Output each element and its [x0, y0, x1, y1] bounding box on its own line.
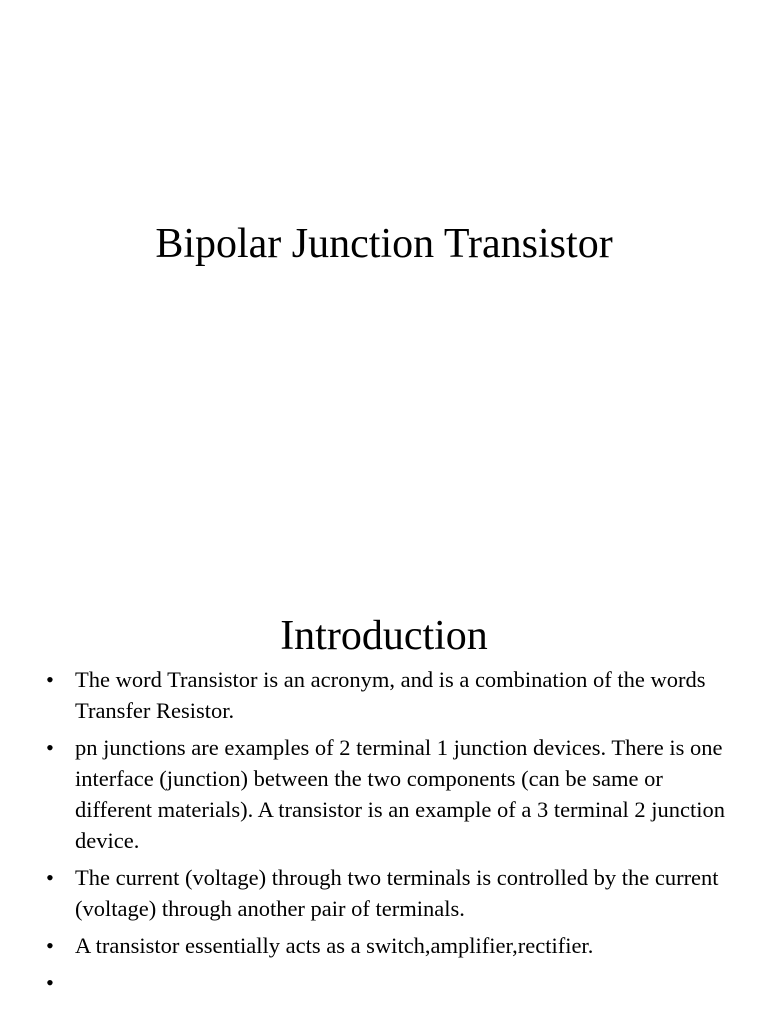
slide-title-heading: Bipolar Junction Transistor [155, 221, 613, 267]
bullet-list [44, 664, 734, 995]
slide-introduction [0, 576, 768, 1024]
bullet-text: pn junctions are examples of 2 terminal 1 junction devices. There is one interface (junction) between the two components (can be same or different materials). A transistor is an example of a 3 terminal 2 junction device. [75, 735, 726, 853]
bullet-icon: • [46, 865, 54, 890]
bullet-icon: • [46, 667, 54, 692]
bullet-item [44, 732, 734, 856]
bullet-text: The word Transistor is an acronym, and is a combination of the words Transfer Resistor. [75, 667, 706, 723]
bullet-icon: • [46, 735, 54, 760]
bullet-item [44, 862, 734, 924]
bullet-icon: • [46, 933, 54, 958]
introduction-heading: Introduction [280, 613, 488, 659]
bullet-item [44, 930, 734, 961]
bullet-item [44, 664, 734, 726]
bullet-text: The current (voltage) through two terminals is controlled by the current (voltage) through another pair of terminals. [75, 865, 719, 921]
bullet-icon: • [46, 970, 54, 995]
bullet-text: A transistor essentially acts as a switch,amplifier,rectifier. [75, 933, 594, 958]
